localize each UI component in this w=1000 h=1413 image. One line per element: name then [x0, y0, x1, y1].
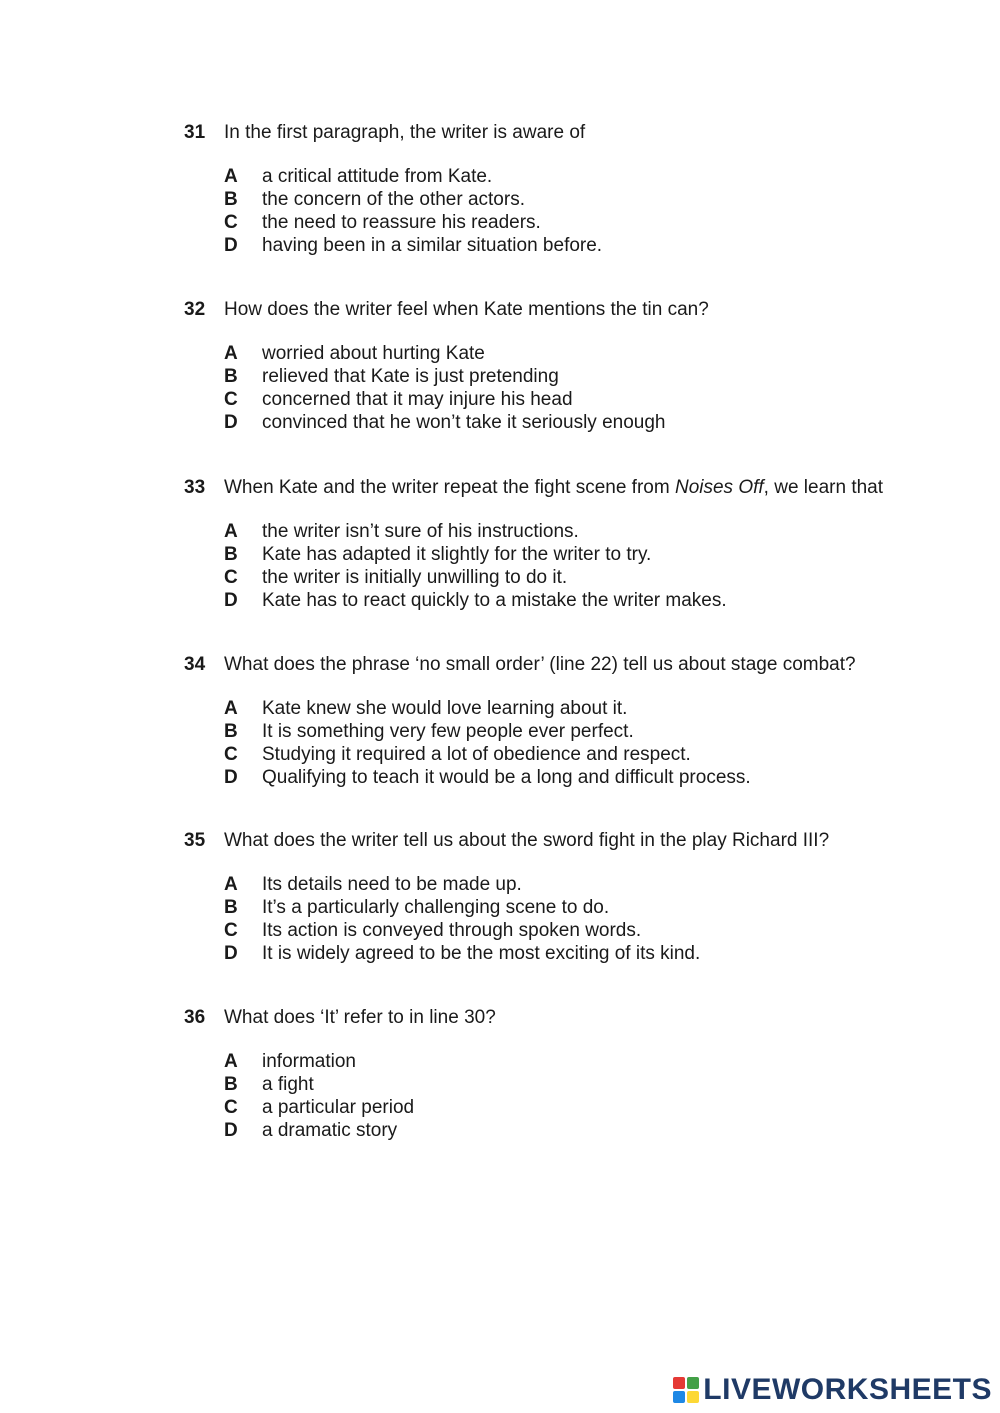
option-letter: B [224, 897, 238, 918]
option-d[interactable] [224, 1119, 964, 1142]
question-text-end: , we learn that [763, 477, 884, 498]
option-text: Its action is conveyed through spoken words. [262, 920, 642, 941]
option-text: It’s a particularly challenging scene to do. [262, 897, 610, 918]
question-text: What does ‘It’ refer to in line 30? [224, 1007, 496, 1028]
question-35 [184, 829, 964, 965]
option-letter: D [224, 767, 238, 788]
option-text: It is something very few people ever perfect. [262, 721, 634, 742]
option-c[interactable] [224, 211, 964, 234]
option-text: a fight [262, 1074, 314, 1095]
option-text: the need to reassure his readers. [262, 212, 541, 233]
option-text: Its details need to be made up. [262, 874, 522, 895]
option-letter: B [224, 366, 238, 387]
option-text: the writer is initially unwilling to do it. [262, 567, 568, 588]
option-text: a critical attitude from Kate. [262, 166, 493, 187]
option-letter: B [224, 1074, 238, 1095]
option-text: information [262, 1051, 356, 1072]
option-letter: D [224, 235, 238, 256]
option-text: Kate knew she would love learning about it. [262, 698, 628, 719]
question-text: In the first paragraph, the writer is aware of [224, 122, 586, 143]
option-text: the writer isn’t sure of his instructions. [262, 521, 579, 542]
option-letter: A [224, 521, 238, 542]
question-31 [184, 121, 964, 257]
option-text: having been in a similar situation before. [262, 235, 603, 256]
question-text-start: When Kate and the writer repeat the fight scene from [224, 477, 675, 498]
option-text: concerned that it may injure his head [262, 389, 573, 410]
question-number: 36 [184, 1007, 206, 1028]
option-letter: D [224, 412, 238, 433]
option-letter: C [224, 920, 238, 941]
question-header [184, 653, 964, 677]
option-text: Kate has adapted it slightly for the writer to try. [262, 544, 652, 565]
logo-text: LIVEWORKSHEETS [703, 1373, 992, 1406]
option-b[interactable] [224, 720, 964, 743]
option-c[interactable] [224, 388, 964, 411]
option-letter: B [224, 189, 238, 210]
option-letter: D [224, 590, 238, 611]
option-d[interactable] [224, 411, 964, 434]
option-c[interactable] [224, 1096, 964, 1119]
question-32 [184, 298, 964, 434]
logo-square-red [673, 1377, 685, 1389]
option-text: relieved that Kate is just pretending [262, 366, 559, 387]
option-text: a particular period [262, 1097, 415, 1118]
logo-square-blue [673, 1391, 685, 1403]
option-list [224, 1050, 964, 1142]
option-letter: A [224, 698, 238, 719]
option-text: Qualifying to teach it would be a long and difficult process. [262, 767, 751, 788]
liveworksheets-logo[interactable] [673, 1373, 992, 1407]
option-d[interactable] [224, 234, 964, 257]
option-a[interactable] [224, 342, 964, 365]
liveworksheets-logo-icon [673, 1377, 699, 1403]
question-number: 34 [184, 654, 206, 675]
question-header [184, 298, 964, 322]
question-number: 35 [184, 830, 206, 851]
option-b[interactable] [224, 1073, 964, 1096]
option-letter: C [224, 567, 238, 588]
option-a[interactable] [224, 1050, 964, 1073]
question-header [184, 829, 964, 853]
option-text: It is widely agreed to be the most exciting of its kind. [262, 943, 701, 964]
option-text: Kate has to react quickly to a mistake the writer makes. [262, 590, 727, 611]
option-list [224, 873, 964, 965]
option-d[interactable] [224, 942, 964, 965]
question-header [184, 121, 964, 145]
option-letter: D [224, 1120, 238, 1141]
logo-square-yellow [687, 1391, 699, 1403]
option-letter: B [224, 544, 238, 565]
option-d[interactable] [224, 589, 964, 612]
option-list [224, 697, 964, 789]
option-list [224, 165, 964, 257]
option-c[interactable] [224, 919, 964, 942]
option-a[interactable] [224, 520, 964, 543]
question-number: 31 [184, 122, 206, 143]
question-text: What does the phrase ‘no small order’ (line 22) tell us about stage combat? [224, 654, 856, 675]
play-title: Noises Off [674, 477, 764, 498]
option-a[interactable] [224, 697, 964, 720]
question-34 [184, 653, 964, 789]
option-letter: A [224, 874, 238, 895]
option-letter: C [224, 744, 238, 765]
option-b[interactable] [224, 188, 964, 211]
option-a[interactable] [224, 165, 964, 188]
option-list [224, 342, 964, 434]
question-text: How does the writer feel when Kate mentions the tin can? [224, 299, 709, 320]
logo-square-green [687, 1377, 699, 1389]
option-b[interactable] [224, 543, 964, 566]
option-letter: C [224, 389, 238, 410]
question-number: 33 [184, 477, 206, 498]
option-text: worried about hurting Kate [262, 343, 485, 364]
option-letter: C [224, 212, 238, 233]
option-d[interactable] [224, 766, 964, 789]
option-letter: B [224, 721, 238, 742]
option-list [224, 520, 964, 612]
option-text: a dramatic story [262, 1120, 398, 1141]
option-c[interactable] [224, 743, 964, 766]
option-text: Studying it required a lot of obedience and respect. [262, 744, 691, 765]
option-letter: A [224, 166, 238, 187]
option-letter: D [224, 943, 238, 964]
option-text: convinced that he won’t take it seriously enough [262, 412, 666, 433]
option-letter: A [224, 343, 238, 364]
question-text [224, 476, 883, 500]
question-header [184, 1006, 964, 1030]
option-letter: C [224, 1097, 238, 1118]
question-33 [184, 476, 964, 612]
question-text: What does the writer tell us about the sword fight in the play Richard III? [224, 830, 830, 851]
question-36 [184, 1006, 964, 1142]
option-b[interactable] [224, 896, 964, 919]
option-b[interactable] [224, 365, 964, 388]
option-c[interactable] [224, 566, 964, 589]
question-number: 32 [184, 299, 206, 320]
option-letter: A [224, 1051, 238, 1072]
option-a[interactable] [224, 873, 964, 896]
option-text: the concern of the other actors. [262, 189, 525, 210]
question-header [184, 476, 964, 500]
